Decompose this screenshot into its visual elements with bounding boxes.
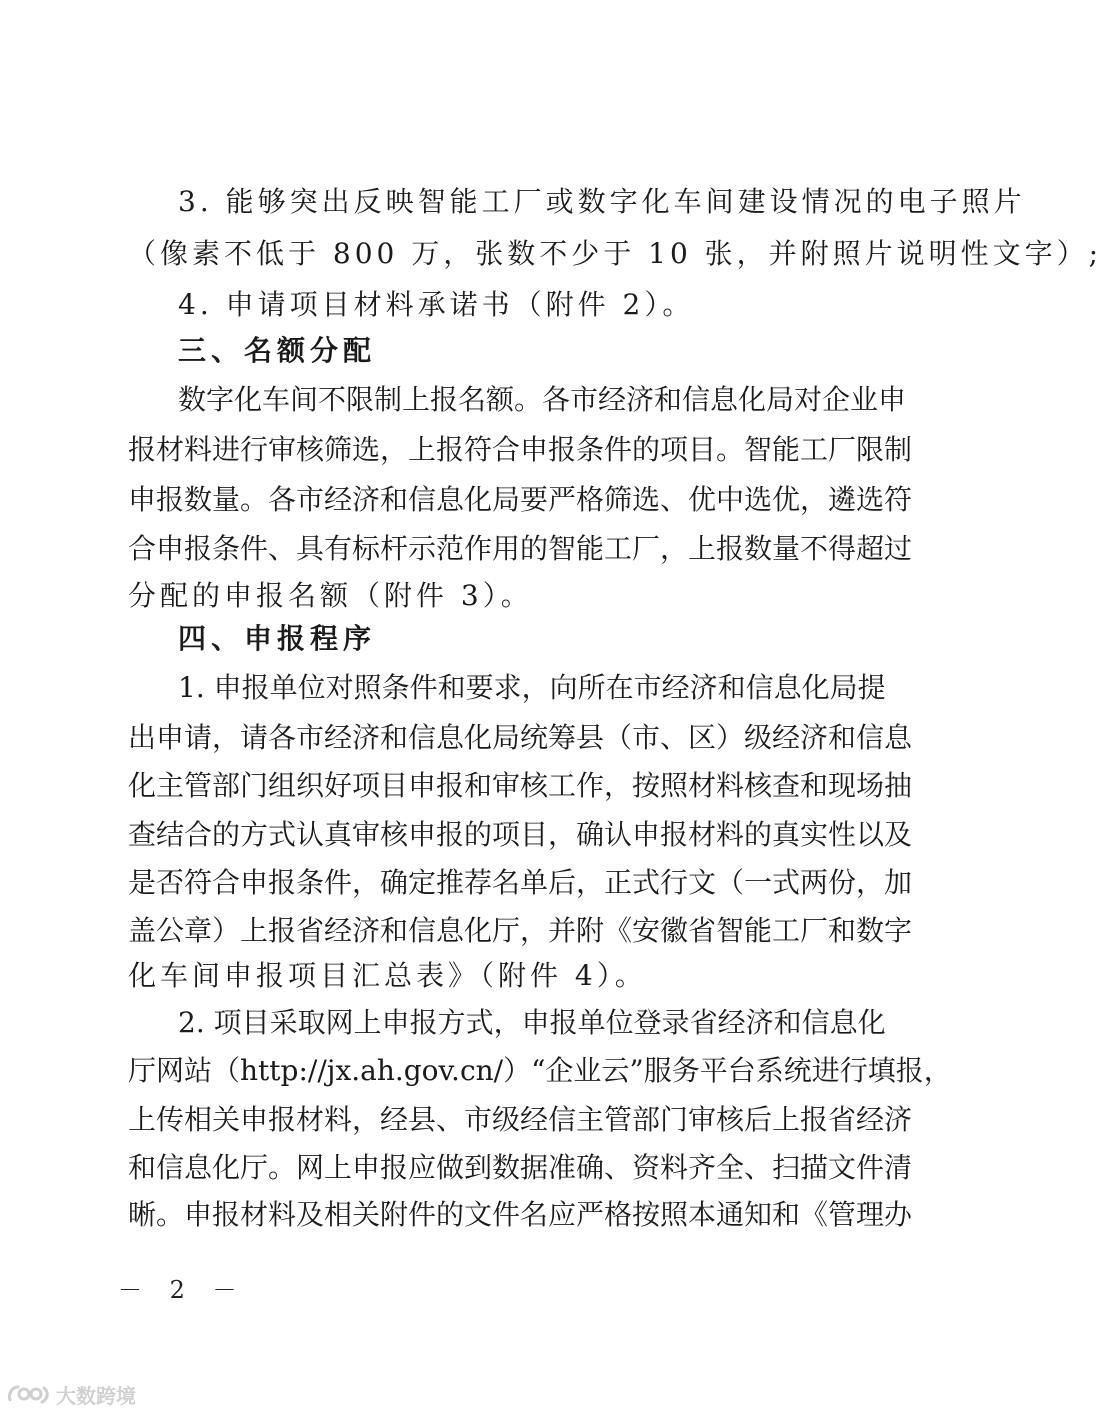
paragraph-procedure-1-line-2: 出申请，请各市经济和信息化局统筹县（市、区）级经济和信息: [128, 721, 913, 754]
watermark-text: 大数跨境: [56, 1383, 136, 1408]
paragraph-procedure-1-line-4: 查结合的方式认真审核申报的项目，确认申报材料的真实性以及: [128, 818, 913, 851]
paragraph-quota-line-2: 报材料进行审核筛选，上报符合申报条件的项目。智能工厂限制: [128, 433, 913, 466]
paragraph-item-3-line-2: （像素不低于 800 万，张数不少于 10 张，并附照片说明性文字）;: [128, 237, 1102, 270]
section-heading-procedure: 四、申报程序: [178, 622, 377, 655]
paragraph-procedure-1-line-6: 盖公章）上报省经济和信息化厅，并附《安徽省智能工厂和数字: [128, 914, 913, 947]
paragraph-procedure-1-line-3: 化主管部门组织好项目申报和审核工作，按照材料核查和现场抽: [128, 769, 913, 802]
paragraph-procedure-2-line-3: 上传相关申报材料，经县、市级经信主管部门审核后上报省经济: [128, 1103, 913, 1136]
paragraph-quota-line-4: 合申报条件、具有标杆示范作用的智能工厂，上报数量不得超过: [128, 532, 913, 565]
paragraph-quota-line-3: 申报数量。各市经济和信息化局要严格筛选、优中选优，遴选符: [128, 483, 913, 516]
paragraph-item-4: 4. 申请项目材料承诺书（附件 2）。: [178, 288, 695, 321]
watermark: [6, 1380, 136, 1408]
paragraph-procedure-1-line-1: 1. 申报单位对照条件和要求，向所在市经济和信息化局提: [178, 671, 886, 704]
paragraph-procedure-2-line-5: 晰。申报材料及相关附件的文件名应严格按照本通知和《管理办: [128, 1198, 913, 1231]
paragraph-procedure-2-line-1: 2. 项目采取网上申报方式，申报单位登录省经济和信息化: [178, 1006, 886, 1039]
paragraph-procedure-1-line-5: 是否符合申报条件，确定推荐名单后，正式行文（一式两份，加: [128, 866, 913, 899]
paragraph-procedure-2-line-4: 和信息化厅。网上申报应做到数据准确、资料齐全、扫描文件清: [128, 1151, 913, 1184]
watermark-logo-icon: [6, 1382, 50, 1406]
paragraph-procedure-1-line-7: 化车间申报项目汇总表》（附件 4）。: [128, 959, 647, 992]
page-number: － 2 －: [118, 1276, 247, 1304]
paragraph-procedure-2-line-2: 厅网站（http://jx.ah.gov.cn/）“企业云”服务平台系统进行填报，: [128, 1054, 952, 1087]
paragraph-item-3-line-1: 3. 能够突出反映智能工厂或数字化车间建设情况的电子照片: [178, 185, 1026, 218]
paragraph-quota-line-1: 数字化车间不限制上报名额。各市经济和信息化局对企业申: [178, 383, 907, 416]
paragraph-quota-line-5: 分配的申报名额（附件 3）。: [128, 579, 533, 612]
section-heading-quota: 三、名额分配: [178, 334, 377, 367]
